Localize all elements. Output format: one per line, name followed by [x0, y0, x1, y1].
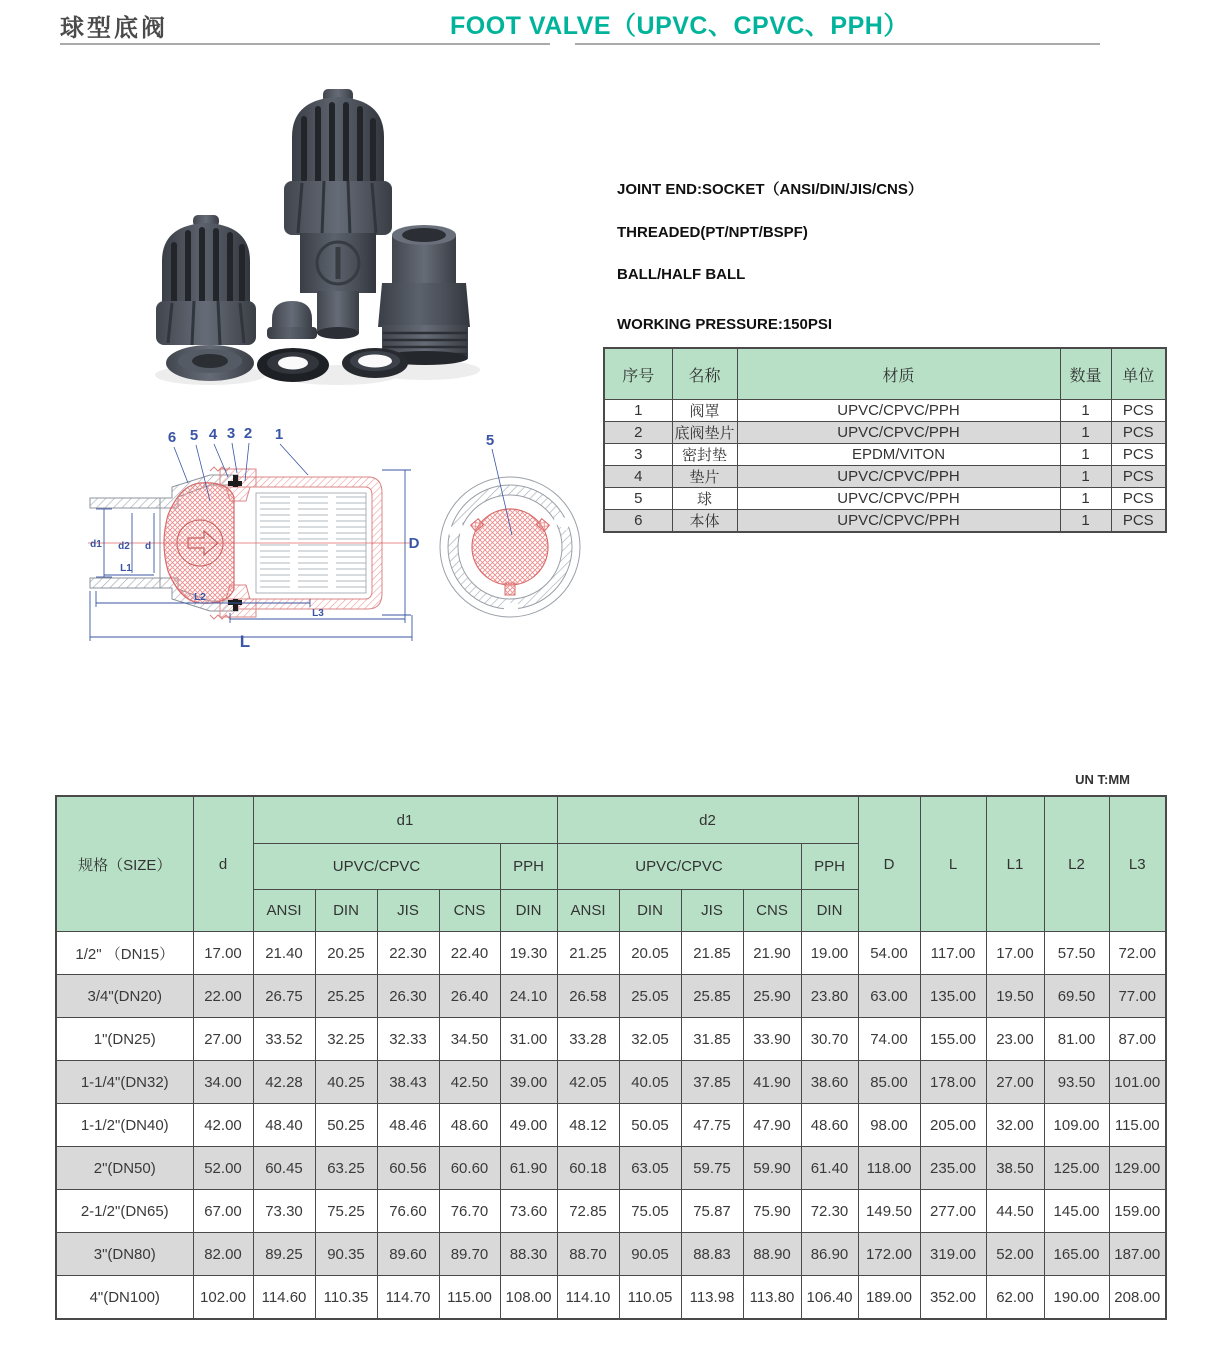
cell: 密封垫 [672, 444, 737, 466]
cell: 19.50 [986, 975, 1044, 1018]
cell: 19.00 [801, 932, 858, 975]
table-row [604, 466, 1166, 488]
cell: 1 [1060, 488, 1111, 510]
std-header: JIS [681, 890, 743, 932]
cell: 48.46 [377, 1104, 439, 1147]
col-header-L2: L2 [1044, 796, 1109, 932]
cell: 21.40 [253, 932, 315, 975]
col-header-d: d [193, 796, 253, 932]
table-row [56, 1233, 1166, 1276]
cell: 26.40 [439, 975, 500, 1018]
table-row [56, 1061, 1166, 1104]
cell: 33.52 [253, 1018, 315, 1061]
cell: 25.05 [619, 975, 681, 1018]
cell: 114.10 [557, 1276, 619, 1320]
page-title-chinese: 球型底阀 [60, 15, 168, 42]
cell: 41.90 [743, 1061, 801, 1104]
cell: 115.00 [1109, 1104, 1166, 1147]
cell: 17.00 [986, 932, 1044, 975]
cell: 109.00 [1044, 1104, 1109, 1147]
cell: 72.85 [557, 1190, 619, 1233]
foot-valve-cage [156, 215, 256, 345]
table-row [56, 1104, 1166, 1147]
table-row [604, 444, 1166, 466]
cell: 21.85 [681, 932, 743, 975]
dim-L: L [239, 632, 251, 651]
cell: 178.00 [920, 1061, 986, 1104]
std-header: CNS [743, 890, 801, 932]
cell: 52.00 [986, 1233, 1044, 1276]
cell: 88.70 [557, 1233, 619, 1276]
cell: 3/4"(DN20) [56, 975, 193, 1018]
group-header-upvc: UPVC/CPVC [253, 844, 500, 890]
group-header-pph: PPH [500, 844, 557, 890]
cell: 57.50 [1044, 932, 1109, 975]
cell: 38.60 [801, 1061, 858, 1104]
cell: 118.00 [858, 1147, 920, 1190]
cell: 69.50 [1044, 975, 1109, 1018]
cell: EPDM/VITON [737, 444, 1060, 466]
dim-L1: L1 [120, 563, 132, 574]
cell: UPVC/CPVC/PPH [737, 466, 1060, 488]
std-header: DIN [801, 890, 858, 932]
cell: 1/2" （DN15） [56, 932, 193, 975]
cell: 50.25 [315, 1104, 377, 1147]
std-header: CNS [439, 890, 500, 932]
cell: 30.70 [801, 1018, 858, 1061]
cell: 63.25 [315, 1147, 377, 1190]
cell: 1 [1060, 444, 1111, 466]
cell: UPVC/CPVC/PPH [737, 400, 1060, 422]
cell: 62.00 [986, 1276, 1044, 1320]
part-number: 6 [167, 429, 177, 446]
cell: UPVC/CPVC/PPH [737, 422, 1060, 444]
dim-L3: L3 [312, 608, 324, 619]
end-view-part-number: 5 [485, 432, 495, 449]
cell: 165.00 [1044, 1233, 1109, 1276]
col-header: 序号 [604, 348, 672, 400]
cell: 54.00 [858, 932, 920, 975]
cell: 20.25 [315, 932, 377, 975]
cell: 98.00 [858, 1104, 920, 1147]
cell: 108.00 [500, 1276, 557, 1320]
std-header: DIN [500, 890, 557, 932]
std-header: JIS [377, 890, 439, 932]
dimension-labels [90, 535, 419, 651]
cell: 25.85 [681, 975, 743, 1018]
cell: 2-1/2"(DN65) [56, 1190, 193, 1233]
col-header-L1: L1 [986, 796, 1044, 932]
cell: 60.45 [253, 1147, 315, 1190]
cell: 60.60 [439, 1147, 500, 1190]
materials-header-row [604, 348, 1166, 400]
cell: 235.00 [920, 1147, 986, 1190]
end-view [440, 432, 580, 617]
cell: 17.00 [193, 932, 253, 975]
cell: 垫片 [672, 466, 737, 488]
cell: 89.60 [377, 1233, 439, 1276]
cell: 72.00 [1109, 932, 1166, 975]
cell: 77.00 [1109, 975, 1166, 1018]
cell: 球 [672, 488, 737, 510]
cell: 319.00 [920, 1233, 986, 1276]
cell: 50.05 [619, 1104, 681, 1147]
cell: 110.35 [315, 1276, 377, 1320]
cell: 27.00 [193, 1018, 253, 1061]
cell: 74.00 [858, 1018, 920, 1061]
socket-adaptor [378, 225, 470, 365]
cell: 26.30 [377, 975, 439, 1018]
small-cap [267, 301, 317, 339]
cell: 4 [604, 466, 672, 488]
cell: 22.00 [193, 975, 253, 1018]
cell: 63.00 [858, 975, 920, 1018]
cell: 38.43 [377, 1061, 439, 1104]
cell: 145.00 [1044, 1190, 1109, 1233]
cell: 88.83 [681, 1233, 743, 1276]
cell: 19.30 [500, 932, 557, 975]
cell: 76.70 [439, 1190, 500, 1233]
spec-line: BALL/HALF BALL [617, 266, 746, 283]
dim-d2: d2 [118, 541, 130, 552]
cell: 87.00 [1109, 1018, 1166, 1061]
cell: 113.80 [743, 1276, 801, 1320]
cell: 1-1/4"(DN32) [56, 1061, 193, 1104]
cell: 33.28 [557, 1018, 619, 1061]
cell: 48.12 [557, 1104, 619, 1147]
cell: 20.05 [619, 932, 681, 975]
col-header-L3: L3 [1109, 796, 1166, 932]
cell: 40.05 [619, 1061, 681, 1104]
cell: 27.00 [986, 1061, 1044, 1104]
cell: 3 [604, 444, 672, 466]
std-header: ANSI [253, 890, 315, 932]
cell: 1 [1060, 510, 1111, 533]
cell: PCS [1111, 466, 1166, 488]
cell: 85.00 [858, 1061, 920, 1104]
cell: 25.90 [743, 975, 801, 1018]
cell: 21.90 [743, 932, 801, 975]
part-number: 5 [189, 427, 199, 444]
cell: 208.00 [1109, 1276, 1166, 1320]
unit-note: UN T:MM [1075, 772, 1130, 787]
cell: 5 [604, 488, 672, 510]
cell: 125.00 [1044, 1147, 1109, 1190]
cell: UPVC/CPVC/PPH [737, 488, 1060, 510]
col-header: 数量 [1060, 348, 1111, 400]
cell: 117.00 [920, 932, 986, 975]
cell: PCS [1111, 400, 1166, 422]
cell: 129.00 [1109, 1147, 1166, 1190]
cell: PCS [1111, 422, 1166, 444]
table-row [604, 488, 1166, 510]
table-row [604, 400, 1166, 422]
cell: 26.58 [557, 975, 619, 1018]
cell: 1 [604, 400, 672, 422]
cell: 32.33 [377, 1018, 439, 1061]
cell: 33.90 [743, 1018, 801, 1061]
cell: 47.90 [743, 1104, 801, 1147]
cell: 59.90 [743, 1147, 801, 1190]
cell: 67.00 [193, 1190, 253, 1233]
dimensions-table [55, 795, 1167, 1320]
cell: PCS [1111, 488, 1166, 510]
cell: 59.75 [681, 1147, 743, 1190]
cell: 39.00 [500, 1061, 557, 1104]
table-row [56, 932, 1166, 975]
page-title-english: FOOT VALVE（UPVC、CPVC、PPH） [450, 12, 909, 40]
table-row [56, 975, 1166, 1018]
cell: 37.85 [681, 1061, 743, 1104]
cell: 90.05 [619, 1233, 681, 1276]
cell: 阀罩 [672, 400, 737, 422]
cell: 75.05 [619, 1190, 681, 1233]
cell: 149.50 [858, 1190, 920, 1233]
cell: 190.00 [1044, 1276, 1109, 1320]
materials-table [603, 347, 1167, 533]
table-row [56, 1147, 1166, 1190]
cell: 60.18 [557, 1147, 619, 1190]
table-row [604, 422, 1166, 444]
spec-line: WORKING PRESSURE:150PSI [617, 316, 833, 333]
cell: 73.60 [500, 1190, 557, 1233]
cell: 48.60 [801, 1104, 858, 1147]
cell: 52.00 [193, 1147, 253, 1190]
header-underline-left [60, 43, 550, 45]
cell: 32.05 [619, 1018, 681, 1061]
cell: 3"(DN80) [56, 1233, 193, 1276]
cell: 205.00 [920, 1104, 986, 1147]
cell: 101.00 [1109, 1061, 1166, 1104]
cell: 82.00 [193, 1233, 253, 1276]
cell: 60.56 [377, 1147, 439, 1190]
std-header: ANSI [557, 890, 619, 932]
group-header-pph: PPH [801, 844, 858, 890]
cell: 89.70 [439, 1233, 500, 1276]
part-number: 3 [226, 425, 236, 442]
foot-valve-assembled [284, 89, 392, 339]
cell: 22.40 [439, 932, 500, 975]
col-header-D: D [858, 796, 920, 932]
dim-D: D [408, 535, 420, 552]
part-number: 4 [208, 426, 218, 443]
cell: 38.50 [986, 1147, 1044, 1190]
cell: 61.40 [801, 1147, 858, 1190]
cell: 25.25 [315, 975, 377, 1018]
cell: 42.05 [557, 1061, 619, 1104]
dim-d: d [144, 541, 152, 552]
dim-L2: L2 [194, 592, 206, 603]
cell: 93.50 [1044, 1061, 1109, 1104]
cell: 底阀垫片 [672, 422, 737, 444]
cell: 本体 [672, 510, 737, 533]
cell: 49.00 [500, 1104, 557, 1147]
cell: 75.90 [743, 1190, 801, 1233]
cell: 32.00 [986, 1104, 1044, 1147]
col-header: 材质 [737, 348, 1060, 400]
cell: 6 [604, 510, 672, 533]
cell: UPVC/CPVC/PPH [737, 510, 1060, 533]
dims-header-row-1 [56, 796, 1166, 844]
cell: 73.30 [253, 1190, 315, 1233]
technical-drawing [60, 425, 620, 665]
cell: 63.05 [619, 1147, 681, 1190]
cell: 48.60 [439, 1104, 500, 1147]
cell: 187.00 [1109, 1233, 1166, 1276]
cell: 114.60 [253, 1276, 315, 1320]
group-header-d2: d2 [557, 796, 858, 844]
group-header-d1: d1 [253, 796, 557, 844]
cell: 115.00 [439, 1276, 500, 1320]
cell: 88.30 [500, 1233, 557, 1276]
cell: 44.50 [986, 1190, 1044, 1233]
cell: 113.98 [681, 1276, 743, 1320]
cell: 106.40 [801, 1276, 858, 1320]
cell: PCS [1111, 510, 1166, 533]
cell: 72.30 [801, 1190, 858, 1233]
cell: 76.60 [377, 1190, 439, 1233]
cell: 1-1/2"(DN40) [56, 1104, 193, 1147]
cell: 42.00 [193, 1104, 253, 1147]
cell: 32.25 [315, 1018, 377, 1061]
col-header-size: 规格（SIZE） [56, 796, 193, 932]
cell: 110.05 [619, 1276, 681, 1320]
group-header-upvc: UPVC/CPVC [557, 844, 801, 890]
cell: 2"(DN50) [56, 1147, 193, 1190]
cell: 61.90 [500, 1147, 557, 1190]
cell: 1 [1060, 400, 1111, 422]
cell: 34.50 [439, 1018, 500, 1061]
cell: PCS [1111, 444, 1166, 466]
col-header-L: L [920, 796, 986, 932]
table-row [604, 510, 1166, 533]
col-header: 名称 [672, 348, 737, 400]
header-underline-right [575, 43, 1100, 45]
table-row [56, 1276, 1166, 1320]
cell: 24.10 [500, 975, 557, 1018]
cell: 26.75 [253, 975, 315, 1018]
part-number: 2 [243, 425, 253, 442]
cell: 135.00 [920, 975, 986, 1018]
cell: 159.00 [1109, 1190, 1166, 1233]
cell: 75.25 [315, 1190, 377, 1233]
gaskets [166, 345, 408, 382]
cell: 75.87 [681, 1190, 743, 1233]
cell: 189.00 [858, 1276, 920, 1320]
table-row [56, 1018, 1166, 1061]
cell: 155.00 [920, 1018, 986, 1061]
cell: 34.00 [193, 1061, 253, 1104]
part-number: 1 [274, 426, 284, 443]
cell: 31.85 [681, 1018, 743, 1061]
spec-line: JOINT END:SOCKET（ANSI/DIN/JIS/CNS） [617, 181, 923, 198]
cell: 31.00 [500, 1018, 557, 1061]
table-row [56, 1190, 1166, 1233]
cell: 102.00 [193, 1276, 253, 1320]
cell: 172.00 [858, 1233, 920, 1276]
cell: 4"(DN100) [56, 1276, 193, 1320]
spec-line: THREADED(PT/NPT/BSPF) [617, 224, 808, 241]
cell: 90.35 [315, 1233, 377, 1276]
product-photo [60, 75, 580, 420]
cell: 352.00 [920, 1276, 986, 1320]
cell: 1 [1060, 422, 1111, 444]
cell: 22.30 [377, 932, 439, 975]
dim-d1: d1 [90, 539, 102, 550]
cell: 21.25 [557, 932, 619, 975]
cell: 1"(DN25) [56, 1018, 193, 1061]
cell: 86.90 [801, 1233, 858, 1276]
cell: 47.75 [681, 1104, 743, 1147]
cell: 42.50 [439, 1061, 500, 1104]
cell: 114.70 [377, 1276, 439, 1320]
std-header: DIN [619, 890, 681, 932]
cell: 88.90 [743, 1233, 801, 1276]
cell: 1 [1060, 466, 1111, 488]
std-header: DIN [315, 890, 377, 932]
cell: 23.00 [986, 1018, 1044, 1061]
col-header: 单位 [1111, 348, 1166, 400]
cell: 48.40 [253, 1104, 315, 1147]
cell: 40.25 [315, 1061, 377, 1104]
cell: 81.00 [1044, 1018, 1109, 1061]
cell: 89.25 [253, 1233, 315, 1276]
cell: 277.00 [920, 1190, 986, 1233]
cell: 42.28 [253, 1061, 315, 1104]
cell: 23.80 [801, 975, 858, 1018]
cell: 2 [604, 422, 672, 444]
